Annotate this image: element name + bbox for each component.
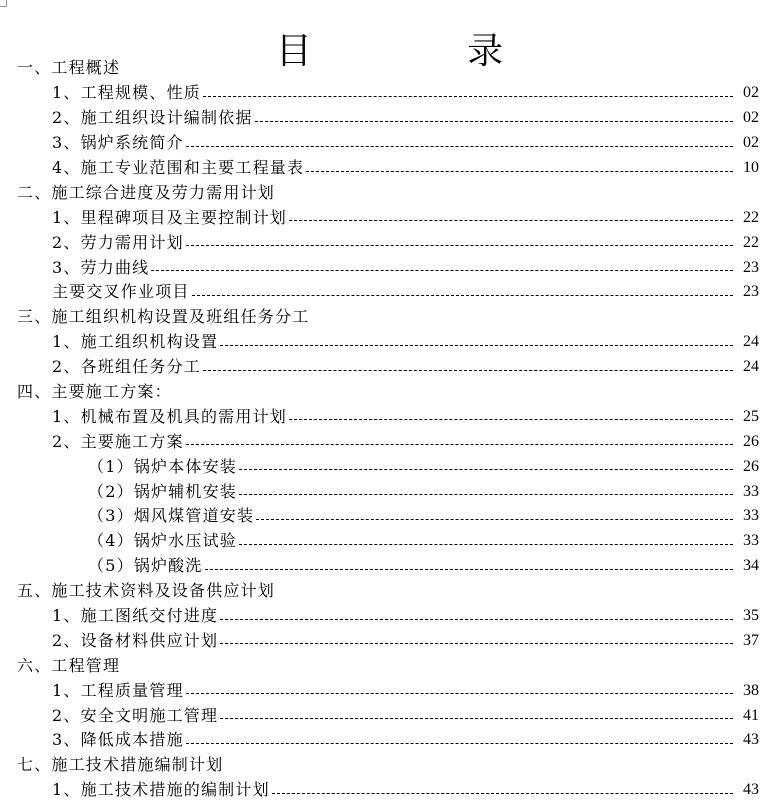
toc-dot-leader [220, 345, 733, 346]
toc-dot-leader [256, 519, 733, 520]
toc-dot-leader [239, 469, 733, 470]
toc-entry-text: 1、工程质量管理 [52, 680, 184, 700]
toc-entry[interactable] [0, 504, 779, 529]
toc-entry[interactable] [0, 778, 779, 803]
toc-dot-leader [272, 793, 733, 794]
page-title: 目 录 [275, 31, 576, 73]
toc-entry-text: 2、主要施工方案 [52, 431, 184, 451]
toc-entry-text: 2、劳力需用计划 [52, 232, 184, 252]
toc-entry-text: 六、工程管理 [17, 655, 121, 675]
toc-page-number: 37 [743, 631, 759, 649]
toc-dot-leader [205, 569, 733, 570]
toc-page-number: 43 [743, 781, 759, 799]
toc-dot-leader [306, 171, 733, 172]
toc-section-heading [0, 380, 779, 405]
toc-page-number: 22 [743, 208, 759, 226]
toc-page-number: 43 [743, 731, 759, 749]
toc-entry[interactable] [0, 728, 779, 753]
toc-entry-text: 2、施工组织设计编制依据 [52, 108, 253, 128]
toc-entry-text: 2、安全文明施工管理 [52, 705, 219, 725]
toc-entry[interactable] [0, 604, 779, 629]
toc-section-heading [0, 653, 779, 678]
toc-entry[interactable] [0, 255, 779, 280]
toc-entry[interactable] [0, 330, 779, 355]
toc-page-number: 22 [743, 233, 759, 251]
toc-dot-leader [186, 245, 733, 246]
toc-page-number: 02 [743, 84, 759, 102]
toc-entry[interactable] [0, 81, 779, 106]
toc-page-number: 23 [743, 283, 759, 301]
toc-entry-text: 1、机械布置及机具的需用计划 [52, 406, 287, 426]
toc-entry-text: （5）锅炉酸洗 [88, 556, 203, 576]
toc-page-number: 24 [743, 358, 759, 376]
toc-entry-text: 二、施工综合进度及劳力需用计划 [17, 182, 276, 202]
toc-entry-text: 3、劳力曲线 [52, 257, 150, 277]
toc-dot-leader [239, 544, 733, 545]
toc-entry[interactable] [0, 404, 779, 429]
toc-entry[interactable] [0, 429, 779, 454]
toc-entry-text: 1、施工图纸交付进度 [52, 606, 219, 626]
toc-page-number: 26 [743, 457, 759, 475]
toc-dot-leader [255, 121, 733, 122]
toc-entry-text: 3、降低成本措施 [52, 730, 184, 750]
toc-entry-text: 主要交叉作业项目 [52, 282, 190, 302]
toc-dot-leader [192, 295, 733, 296]
toc-dot-leader [186, 743, 733, 744]
toc-entry-text: （2）锅炉辅机安装 [88, 481, 237, 501]
toc-entry-text: 三、施工组织机构设置及班组任务分工 [17, 307, 310, 327]
toc-page-number: 10 [743, 159, 759, 176]
toc-entry-text: 五、施工技术资料及设备供应计划 [17, 581, 276, 601]
toc-page-number: 35 [743, 607, 759, 625]
toc-section-heading [0, 753, 779, 778]
toc-entry[interactable] [0, 554, 779, 579]
toc-page-number: 23 [743, 258, 759, 276]
toc-page-number: 41 [743, 706, 759, 724]
toc-entry[interactable] [0, 230, 779, 255]
toc-page-number: 34 [743, 557, 759, 575]
page-corner-mark [0, 0, 7, 7]
toc-entry-text: （4）锅炉水压试验 [88, 531, 237, 551]
toc-section-heading [0, 579, 779, 604]
toc-dot-leader [151, 270, 733, 271]
toc-section-heading [0, 180, 779, 205]
toc-entry-text: 4、施工专业范围和主要工程量表 [52, 158, 305, 177]
toc-entry-text: （1）锅炉本体安装 [88, 456, 237, 476]
toc-entry[interactable] [0, 454, 779, 479]
toc-entry[interactable] [0, 355, 779, 380]
toc-dot-leader [220, 619, 733, 620]
toc-dot-leader [203, 370, 733, 371]
toc-section-heading [0, 305, 779, 330]
toc-page-number: 24 [743, 333, 759, 351]
toc-dot-leader [186, 146, 733, 147]
toc-entry-text: 3、锅炉系统简介 [52, 133, 184, 153]
toc-entry-text: （3）烟风煤管道安装 [88, 506, 255, 526]
toc-page-number: 33 [743, 507, 759, 525]
toc-entry-text: 1、施工组织机构设置 [52, 332, 219, 352]
toc-dot-leader [220, 643, 733, 644]
toc-entry[interactable] [0, 479, 779, 504]
toc-entry[interactable] [0, 156, 779, 181]
toc-entry-text: 1、里程碑项目及主要控制计划 [52, 207, 287, 227]
toc-entry-text: 七、施工技术措施编制计划 [17, 755, 224, 775]
toc-dot-leader [289, 419, 733, 420]
toc-page-number: 33 [743, 482, 759, 500]
toc-page-number: 26 [743, 432, 759, 450]
toc-entry-text: 2、设备材料供应计划 [52, 630, 219, 650]
toc-dot-leader [186, 693, 733, 694]
toc-page-number: 38 [743, 681, 759, 699]
table-of-contents [0, 56, 779, 803]
toc-page-number: 02 [743, 109, 759, 127]
toc-entry[interactable] [0, 529, 779, 554]
toc-dot-leader [220, 718, 733, 719]
toc-entry-text: 一、工程概述 [17, 58, 121, 78]
toc-entry[interactable] [0, 280, 779, 305]
toc-entry[interactable] [0, 703, 779, 728]
toc-entry-text: 四、主要施工方案： [17, 382, 172, 402]
toc-page-number: 25 [743, 407, 759, 425]
toc-dot-leader [289, 220, 733, 221]
toc-entry-text: 2、各班组任务分工 [52, 357, 201, 377]
toc-entry[interactable] [0, 678, 779, 703]
toc-dot-leader [239, 494, 733, 495]
toc-page-number: 02 [743, 134, 759, 152]
toc-dot-leader [203, 96, 733, 97]
toc-entry[interactable] [0, 131, 779, 156]
toc-section-heading [0, 56, 779, 81]
toc-entry-text: 1、施工技术措施的编制计划 [52, 780, 270, 800]
toc-entry[interactable] [0, 628, 779, 653]
toc-entry-text: 1、工程规模、性质 [52, 83, 201, 103]
toc-page-number: 33 [743, 532, 759, 550]
toc-entry[interactable] [0, 205, 779, 230]
toc-entry[interactable] [0, 106, 779, 131]
toc-dot-leader [186, 444, 733, 445]
